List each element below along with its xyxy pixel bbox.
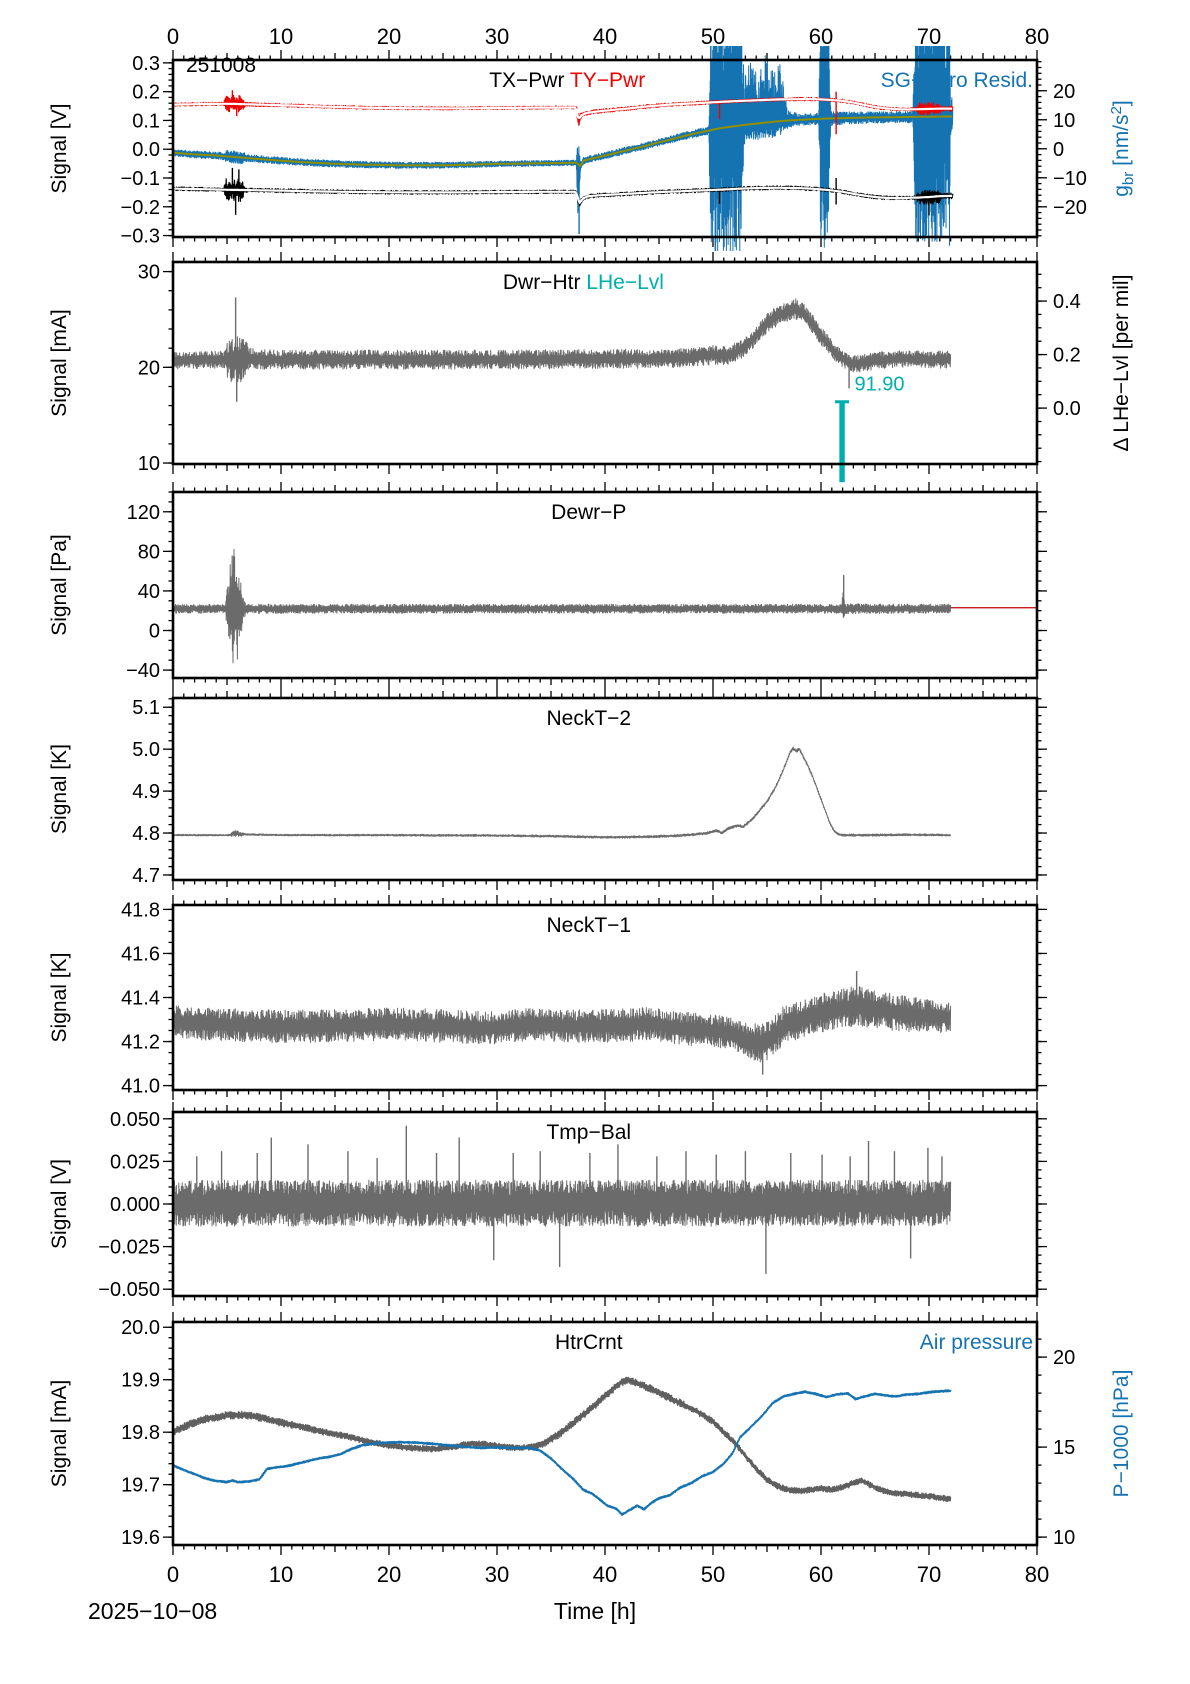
ytick-label: 0.1 — [132, 110, 160, 133]
ytick-label: 41.0 — [121, 1075, 160, 1098]
y-axis-title-tx-ty-pwr-sg-resid: Signal [V] — [48, 103, 71, 194]
top-xtick-label: 10 — [268, 24, 294, 49]
top-xtick-label: 20 — [376, 24, 402, 49]
panel-htrcrnt-airpressure — [48, 1312, 1133, 1555]
ytick-label: 19.8 — [121, 1422, 160, 1445]
ytick-label: 19.7 — [121, 1474, 160, 1497]
right-ytick-label: 10 — [1053, 109, 1076, 132]
y-axis-title-neckt-1: Signal [K] — [48, 952, 71, 1043]
top-xtick-label: 80 — [1024, 24, 1050, 49]
ytick-label: −0.1 — [120, 168, 160, 190]
right-ytick-label: −20 — [1053, 196, 1087, 219]
ytick-label: 40 — [137, 580, 160, 603]
panel-neckt-1 — [48, 895, 1047, 1100]
bottom-xtick-label: 0 — [166, 1562, 180, 1587]
top-xtick-label: 30 — [484, 24, 510, 49]
right-axis-title-dwr-htr-lhe-lvl: Δ LHe−Lvl [per mil] — [1110, 274, 1133, 452]
ytick-label: 19.9 — [121, 1369, 160, 1392]
ytick-label: 20 — [137, 357, 160, 380]
series-neckt-1 — [173, 971, 951, 1075]
y-ticks — [163, 272, 1047, 463]
ytick-label: 20.0 — [121, 1317, 160, 1340]
ytick-label: 0.0 — [132, 139, 160, 162]
bottom-xtick-label: 50 — [700, 1562, 726, 1587]
ytick-label: −0.025 — [98, 1236, 160, 1259]
right-ytick-label: 0.4 — [1053, 291, 1081, 314]
panel-title-tx-ty-pwr-sg-resid: TX−Pwr TY−Pwr — [489, 69, 646, 92]
panel-title-right-tx-ty-pwr-sg-resid: SG−Baro Resid. — [880, 69, 1033, 92]
bottom-xtick-label: 60 — [808, 1562, 834, 1587]
y-axis-title-dwr-htr-lhe-lvl: Signal [mA] — [48, 309, 71, 417]
ytick-label: 0.000 — [109, 1194, 160, 1216]
panel-title-neckt-1: NeckT−1 — [546, 914, 632, 937]
ytick-label: 41.2 — [121, 1031, 160, 1054]
y-axis-title-dewr-p: Signal [Pa] — [48, 534, 71, 636]
ytick-label: 4.8 — [132, 823, 160, 846]
annotation-91.90: 91.90 — [854, 373, 905, 396]
y-axis-title-neckt-2: Signal [K] — [48, 744, 71, 834]
ytick-label: 80 — [137, 541, 160, 564]
ytick-label: 5.0 — [132, 739, 160, 762]
bottom-xtick-label: 30 — [484, 1562, 510, 1587]
x-axis-title: Time [h] — [553, 1598, 637, 1624]
date-label: 2025−10−08 — [88, 1598, 218, 1624]
right-axis-title-tx-ty-pwr-sg-resid: $g_{br}$ $[nm/s^2]$ — [1108, 100, 1137, 197]
right-ytick-label: 15 — [1053, 1437, 1076, 1460]
ytick-label: −0.2 — [120, 196, 160, 219]
series-dwr-htr — [173, 297, 951, 401]
series-tmp-bal — [173, 1126, 951, 1274]
ytick-label: 0.050 — [109, 1108, 160, 1131]
ytick-label: −40 — [126, 660, 160, 683]
right-ytick-label: −10 — [1053, 167, 1087, 190]
ytick-label: −0.050 — [98, 1279, 160, 1302]
ytick-label: 41.4 — [121, 987, 160, 1010]
right-ytick-label: 0 — [1053, 138, 1065, 161]
y-ticks — [163, 1327, 1047, 1537]
right-ytick-label: 0.0 — [1053, 398, 1081, 421]
panel-neckt-2 — [48, 688, 1047, 890]
bottom-xtick-label: 10 — [268, 1562, 294, 1587]
right-ytick-label: 20 — [1053, 1347, 1076, 1370]
panel-border — [173, 1322, 1037, 1545]
series-ty-pwr — [173, 90, 953, 134]
ytick-label: 0.2 — [132, 81, 160, 104]
right-axis-title-htrcrnt-airpressure: P−1000 [hPa] — [1110, 1369, 1133, 1498]
panel-tmp-bal — [48, 1102, 1047, 1306]
top-xtick-label: 40 — [592, 24, 618, 49]
panel-dwr-htr-lhe-lvl — [48, 252, 1133, 482]
series-neckt-2 — [173, 747, 951, 838]
bottom-xtick-label: 40 — [592, 1562, 618, 1587]
panel-title-dwr-htr-lhe-lvl: Dwr−Htr LHe−Lvl — [502, 271, 664, 294]
ytick-label: 0.3 — [132, 52, 160, 75]
ytick-label: 30 — [137, 261, 160, 284]
ytick-label: 4.9 — [132, 781, 160, 804]
right-ytick-label: 0.2 — [1053, 344, 1081, 367]
ytick-label: 19.6 — [121, 1527, 160, 1550]
top-xtick-label: 60 — [808, 24, 834, 49]
ytick-label: 5.1 — [132, 697, 160, 720]
bottom-xtick-label: 80 — [1024, 1562, 1050, 1587]
top-xtick-label: 50 — [700, 24, 726, 49]
ytick-label: 0 — [148, 620, 160, 643]
bottom-xtick-label: 20 — [376, 1562, 402, 1587]
annotation-251008: 251008 — [185, 54, 257, 78]
ytick-label: −0.3 — [120, 225, 160, 248]
panel-title-dewr-p: Dewr−P — [551, 501, 627, 524]
ytick-label: 10 — [137, 453, 160, 476]
ytick-label: 4.7 — [132, 864, 160, 887]
panel-dewr-p — [48, 482, 1047, 688]
right-ytick-label: 20 — [1053, 80, 1076, 103]
right-ytick-label: 10 — [1053, 1527, 1076, 1550]
panel-title-tmp-bal: Tmp−Bal — [546, 1121, 632, 1144]
series-dewr-p — [173, 549, 951, 663]
lhe-level-bar — [839, 402, 844, 482]
top-xtick-label: 0 — [166, 24, 180, 49]
ytick-label: 120 — [126, 501, 160, 524]
panel-title-htrcrnt-airpressure: HtrCrnt — [554, 1331, 623, 1354]
panel-title-right-htrcrnt-airpressure: Air pressure — [919, 1331, 1033, 1354]
bottom-xtick-label: 70 — [916, 1562, 942, 1587]
top-xtick-label: 70 — [916, 24, 942, 49]
panel-title-neckt-2: NeckT−2 — [546, 707, 632, 730]
ytick-label: 41.8 — [121, 899, 160, 922]
y-axis-title-tmp-bal: Signal [V] — [48, 1159, 71, 1249]
ytick-label: 0.025 — [109, 1151, 160, 1174]
series-air-pressure — [173, 1390, 951, 1515]
ytick-label: 41.6 — [121, 943, 160, 966]
y-axis-title-htrcrnt-airpressure: Signal [mA] — [48, 1379, 71, 1488]
